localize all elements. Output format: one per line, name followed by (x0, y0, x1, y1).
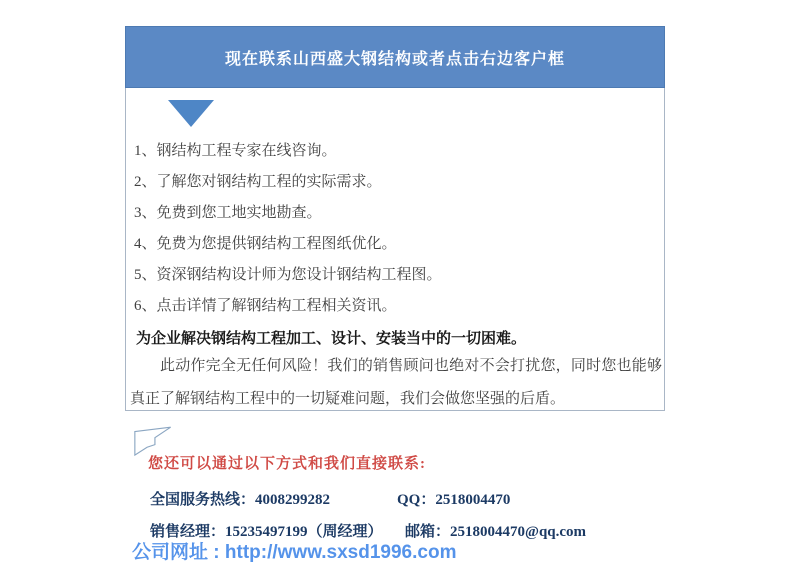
triangle-down-icon (168, 100, 214, 127)
sales-manager-label: 销售经理： (150, 524, 226, 540)
hotline-number: 4008299282 (255, 492, 331, 508)
contact-heading: 您还可以通过以下方式和我们直接联系: (148, 456, 426, 472)
website-link[interactable]: http://www.sxsd1996.com (224, 542, 457, 562)
qq-row (397, 488, 510, 509)
email-label: 邮箱： (405, 524, 451, 540)
hotline-label: 全国服务热线： (150, 492, 256, 508)
hotline-row (150, 488, 330, 509)
step-item-5: 5、资深钢结构设计师为您设计钢结构工程图。 (134, 267, 442, 283)
step-item-3: 3、免费到您工地实地勘查。 (134, 205, 322, 221)
step-item-1: 1、钢结构工程专家在线咨询。 (134, 143, 337, 159)
email-address: 2518004470@qq.com (450, 524, 587, 540)
qq-number: 2518004470 (435, 492, 511, 508)
website-row (132, 537, 456, 562)
service-steps-box (125, 88, 665, 411)
step-item-4: 4、免费为您提供钢结构工程图纸优化。 (134, 236, 397, 252)
qq-label: QQ： (397, 492, 436, 508)
assurance-paragraph: 此动作完全无任何风险！我们的销售顾问也绝对不会打扰您，同时您也能够真正了解钢结构工程中的一切疑难问题，我们会做您坚强的后盾。 (130, 358, 662, 407)
contact-banner (125, 26, 665, 88)
step-item-6: 6、点击详情了解钢结构工程相关资讯。 (134, 298, 397, 314)
website-label: 公司网址 : (132, 542, 225, 562)
banner-title: 现在联系山西盛大钢结构或者点击右边客户框 (224, 50, 565, 68)
step-item-2: 2、了解您对钢结构工程的实际需求。 (134, 174, 382, 190)
sales-manager-number: 15235497199（周经理） (225, 524, 383, 540)
steps-list (134, 136, 658, 322)
highlight-statement: 为企业解决钢结构工程加工、设计、安装当中的一切困难。 (136, 331, 527, 347)
